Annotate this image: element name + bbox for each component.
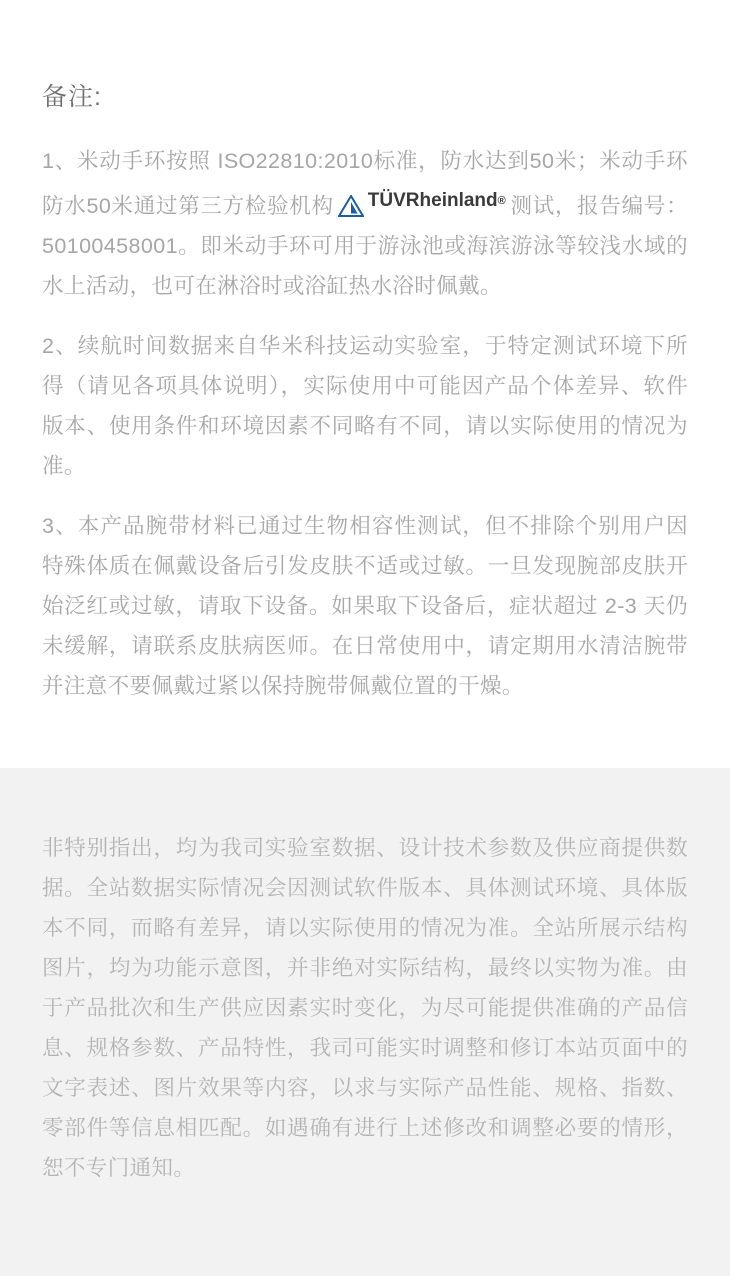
tuv-rheinland-logo: [338, 181, 506, 221]
notes-title: 备注:: [42, 83, 102, 111]
note-waterproof-text-after: 测试，报告编号：50100458001。即米动手环可用于游泳池或海滨游泳等较浅水域的水上活动，也可在淋浴时或浴缸热水浴时佩戴。: [42, 194, 688, 298]
disclaimer-section: [0, 768, 730, 1276]
tuv-wordmark: TÜVRheinland: [367, 190, 498, 211]
disclaimer-text: 非特别指出，均为我司实验室数据、设计技术参数及供应商提供数据。全站数据实际情况会因测试软件版本、具体测试环境、具体版本不同，而略有差异，请以实际使用的情况为准。全站所展示结构图片，均为功能示意图，并非绝对实际结构，最终以实物为准。由于产品批次和生产供应因素实时变化，为尽可能提供准确的产品信息、规格参数、产品特性，我司可能实时调整和修订本站页面中的文字表述、图片效果等内容，以求与实际产品性能、规格、指数、 零部件等信息相匹配。如遇确有进行上述修改和调整必要的情形，恕不专门通知。: [42, 836, 688, 1180]
note-item-battery: 2、续航时间数据来自华米科技运动实验室，于特定测试环境下所得（请见各项具体说明），实际使用中可能因产品个体差异、软件版本、使用条件和环境因素不同略有不同，请以实际使用的情况为准。: [42, 334, 688, 478]
note-item-strap: 3、本产品腕带材料已通过生物相容性测试，但不排除个别用户因特殊体质在佩戴设备后引发皮肤不适或过敏。一旦发现腕部皮肤开始泛红或过敏，请取下设备。如果取下设备后，症状超过 2-3 天仍未缓解，请联系皮肤病医师。在日常使用中，请定期用水清洁腕带并注意不要佩戴过紧以保持腕带佩戴位置的干燥。: [42, 514, 688, 698]
tuv-registered-mark: ®: [497, 195, 507, 207]
note-item-waterproof: [42, 141, 688, 306]
tuv-triangle-icon: [338, 190, 364, 212]
note-waterproof-text-before: 1、米动手环按照 ISO22810:2010标准，防水达到50米；米动手环防水50米通过第三方检验机构: [42, 149, 688, 218]
